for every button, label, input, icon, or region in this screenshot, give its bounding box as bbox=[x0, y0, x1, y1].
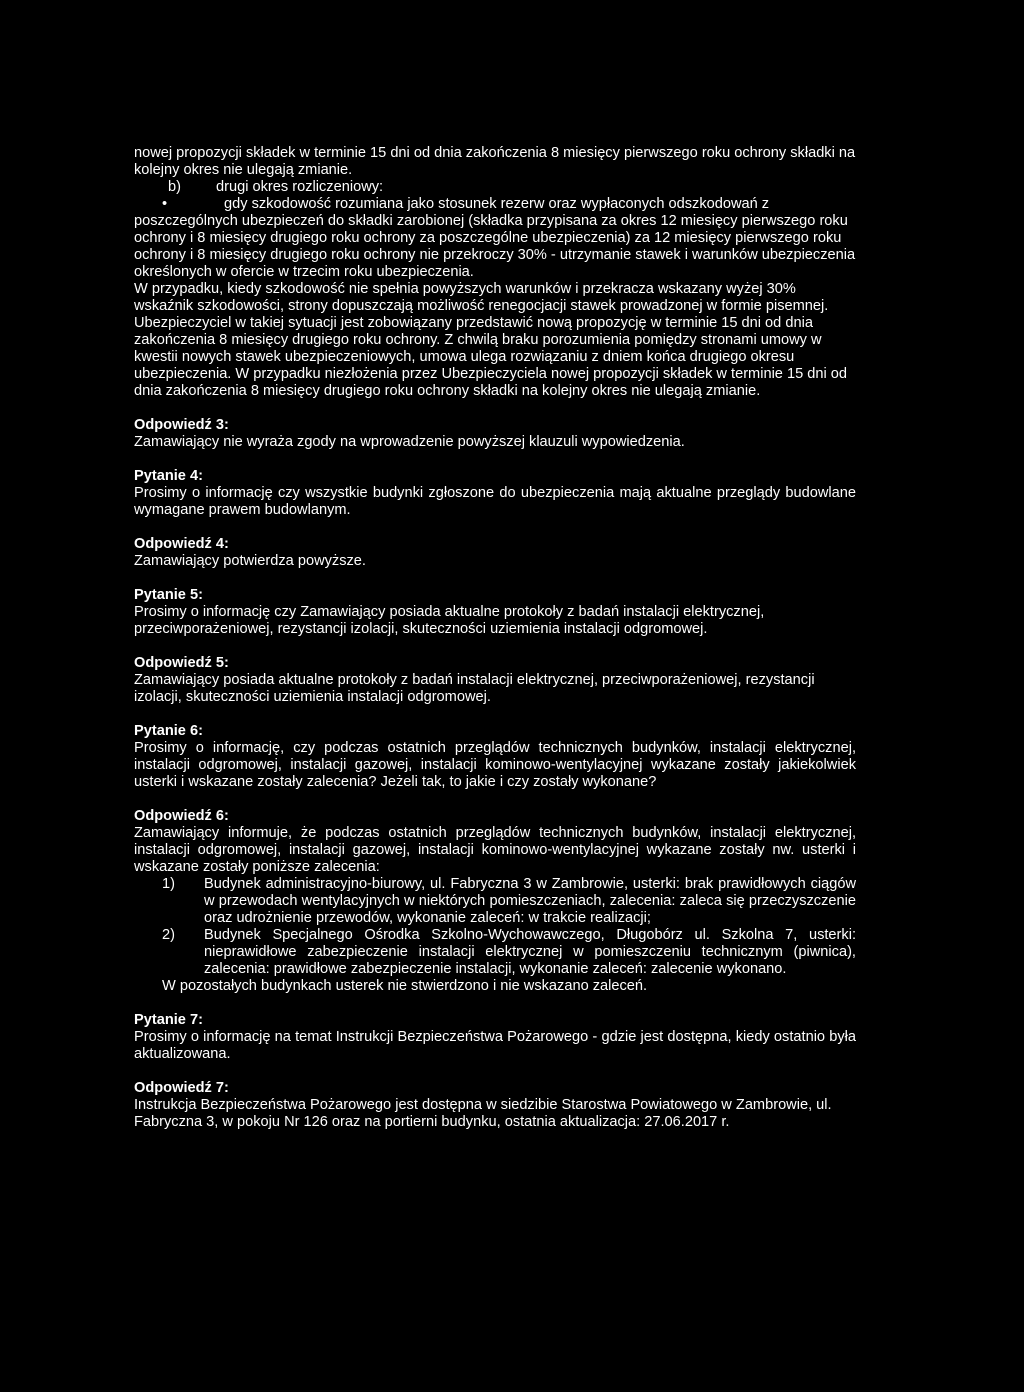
renegotiation-paragraph: W przypadku, kiedy szkodowość nie spełnia powyższych warunków i przekracza wskazany wyżej 30% wskaźnik szkodowości, strony dopuszczają możliwość renegocjacji stawek prowadzonej w formie pisemnej. Ubezpieczyciel w takiej sytuacji jest zobowiązany przedstawić nową propozycję w terminie 15 dni od dnia zakończenia 8 miesięcy drugiego roku ochrony. Z chwilą braku porozumienia pomiędzy stronami umowy w kwestii nowych stawek ubezpieczeniowych, umowa ulega rozwiązaniu z dniem końca drugiego okresu ubezpieczenia. W przypadku niezłożenia przez Ubezpieczyciela nowej propozycji składek w terminie 15 dni od dnia zakończenia 8 miesięcy drugiego roku ochrony składki na kolejny okres nie ulegają zmianie. bbox=[134, 281, 848, 399]
list-item-text: Budynek Specjalnego Ośrodka Szkolno-Wychowawczego, Długobórz ul. Szkolna 7, usterki: nieprawidłowe zabezpieczenie instalacji elektrycznej w pomieszczeniu technicznym (piwnica), zalecenia: prawidłowe zabezpieczenie instalacji, wykonanie zaleceń: zalecenie wykonano. bbox=[204, 927, 856, 977]
question-5-heading: Pytanie 5: bbox=[134, 587, 203, 603]
bullet-text-first: gdy szkodowość rozumiana jako stosunek rezerw oraz wypłaconych odszkodowań z bbox=[224, 196, 770, 212]
answer-4-text: Zamawiający potwierdza powyższe. bbox=[134, 553, 366, 569]
bullet-first-line bbox=[134, 196, 856, 213]
question-7-text: Prosimy o informację na temat Instrukcji Bezpieczeństwa Pożarowego - gdzie jest dostępna, kiedy ostatnio była aktualizowana. bbox=[134, 1029, 856, 1062]
answer-6-heading: Odpowiedź 6: bbox=[134, 808, 229, 824]
question-5-text: Prosimy o informację czy Zamawiający posiada aktualne protokoły z badań instalacji elektrycznej, przeciwporażeniowej, rezystancji izolacji, skuteczności uziemienia instalacji odgromowej. bbox=[134, 604, 765, 637]
answer-5-heading: Odpowiedź 5: bbox=[134, 655, 229, 671]
question-4-text: Prosimy o informację czy wszystkie budynki zgłoszone do ubezpieczenia mają aktualne przeglądy budowlane wymagane prawem budowlanym. bbox=[134, 485, 856, 518]
question-6-heading: Pytanie 6: bbox=[134, 723, 203, 739]
bullet-icon: • bbox=[162, 196, 168, 212]
list-item-number: 2) bbox=[162, 927, 175, 943]
section-b-heading bbox=[134, 179, 856, 196]
question-6-text: Prosimy o informację, czy podczas ostatnich przeglądów technicznych budynków, instalacji elektrycznej, instalacji odgromowej, instalacji gazowej, instalacji kominowo-wentylacyjnej wykazane zostały jakiekolwiek usterki i wskazane zostały zalecenia? Jeżeli tak, to jakie i czy zostały wykonane? bbox=[134, 740, 856, 790]
section-b-text: drugi okres rozliczeniowy: bbox=[216, 179, 384, 195]
question-7-heading: Pytanie 7: bbox=[134, 1012, 203, 1028]
section-b-label: b) bbox=[168, 179, 181, 195]
answer-6-text: Zamawiający informuje, że podczas ostatnich przeglądów technicznych budynków, instalacji elektrycznej, instalacji odgromowej, instalacji gazowej, instalacji kominowo-wentylacyjnej wykazane zostały nw. usterki i wskazane zostały poniższe zalecenia: bbox=[134, 825, 856, 875]
bullet-text-continuation: poszczególnych ubezpieczeń do składki zarobionej (składka przypisana za okres 12 miesięcy pierwszego roku ochrony i 8 miesięcy drugiego roku ochrony za poszczególne ubezpieczenia) za 12 miesięcy pierwszego roku ochrony i 8 miesięcy drugiego roku ochrony nie przekroczy 30% - utrzymanie stawek i warunków ubezpieczenia określonych w ofercie w trzecim roku ubezpieczenia. bbox=[134, 213, 856, 280]
list-item-number: 1) bbox=[162, 876, 175, 892]
document-body bbox=[134, 145, 856, 1131]
answer-5-text: Zamawiający posiada aktualne protokoły z badań instalacji elektrycznej, przeciwporażeniowej, rezystancji izolacji, skuteczności uziemienia instalacji odgromowej. bbox=[134, 672, 815, 705]
answer-3-text: Zamawiający nie wyraża zgody na wprowadzenie powyższej klauzuli wypowiedzenia. bbox=[134, 434, 685, 450]
answer-6-closing: W pozostałych budynkach usterek nie stwierdzono i nie wskazano zaleceń. bbox=[162, 978, 648, 994]
answer-7-text: Instrukcja Bezpieczeństwa Pożarowego jest dostępna w siedzibie Starostwa Powiatowego w Zambrowie, ul. Fabryczna 3, w pokoju Nr 126 oraz na portierni budynku, ostatnia aktualizacja: 27.06.2017 r. bbox=[134, 1097, 832, 1130]
list-item-text: Budynek administracyjno-biurowy, ul. Fabryczna 3 w Zambrowie, usterki: brak prawidłowych ciągów w przewodach wentylacyjnych w niektórych pomieszczeniach, zalecenia: zaleca się przeczyszczenie oraz udrożnienie przewodów, wykonanie zaleceń: w trakcie realizacji; bbox=[204, 876, 856, 926]
answer-3-heading: Odpowiedź 3: bbox=[134, 417, 229, 433]
list-item bbox=[162, 876, 856, 927]
question-4-heading: Pytanie 4: bbox=[134, 468, 203, 484]
intro-paragraph: nowej propozycji składek w terminie 15 dni od dnia zakończenia 8 miesięcy pierwszego roku ochrony składki na kolejny okres nie ulegają zmianie. bbox=[134, 145, 856, 178]
list-item bbox=[162, 927, 856, 978]
answer-4-heading: Odpowiedź 4: bbox=[134, 536, 229, 552]
answer-6-list bbox=[134, 876, 856, 978]
answer-7-heading: Odpowiedź 7: bbox=[134, 1080, 229, 1096]
